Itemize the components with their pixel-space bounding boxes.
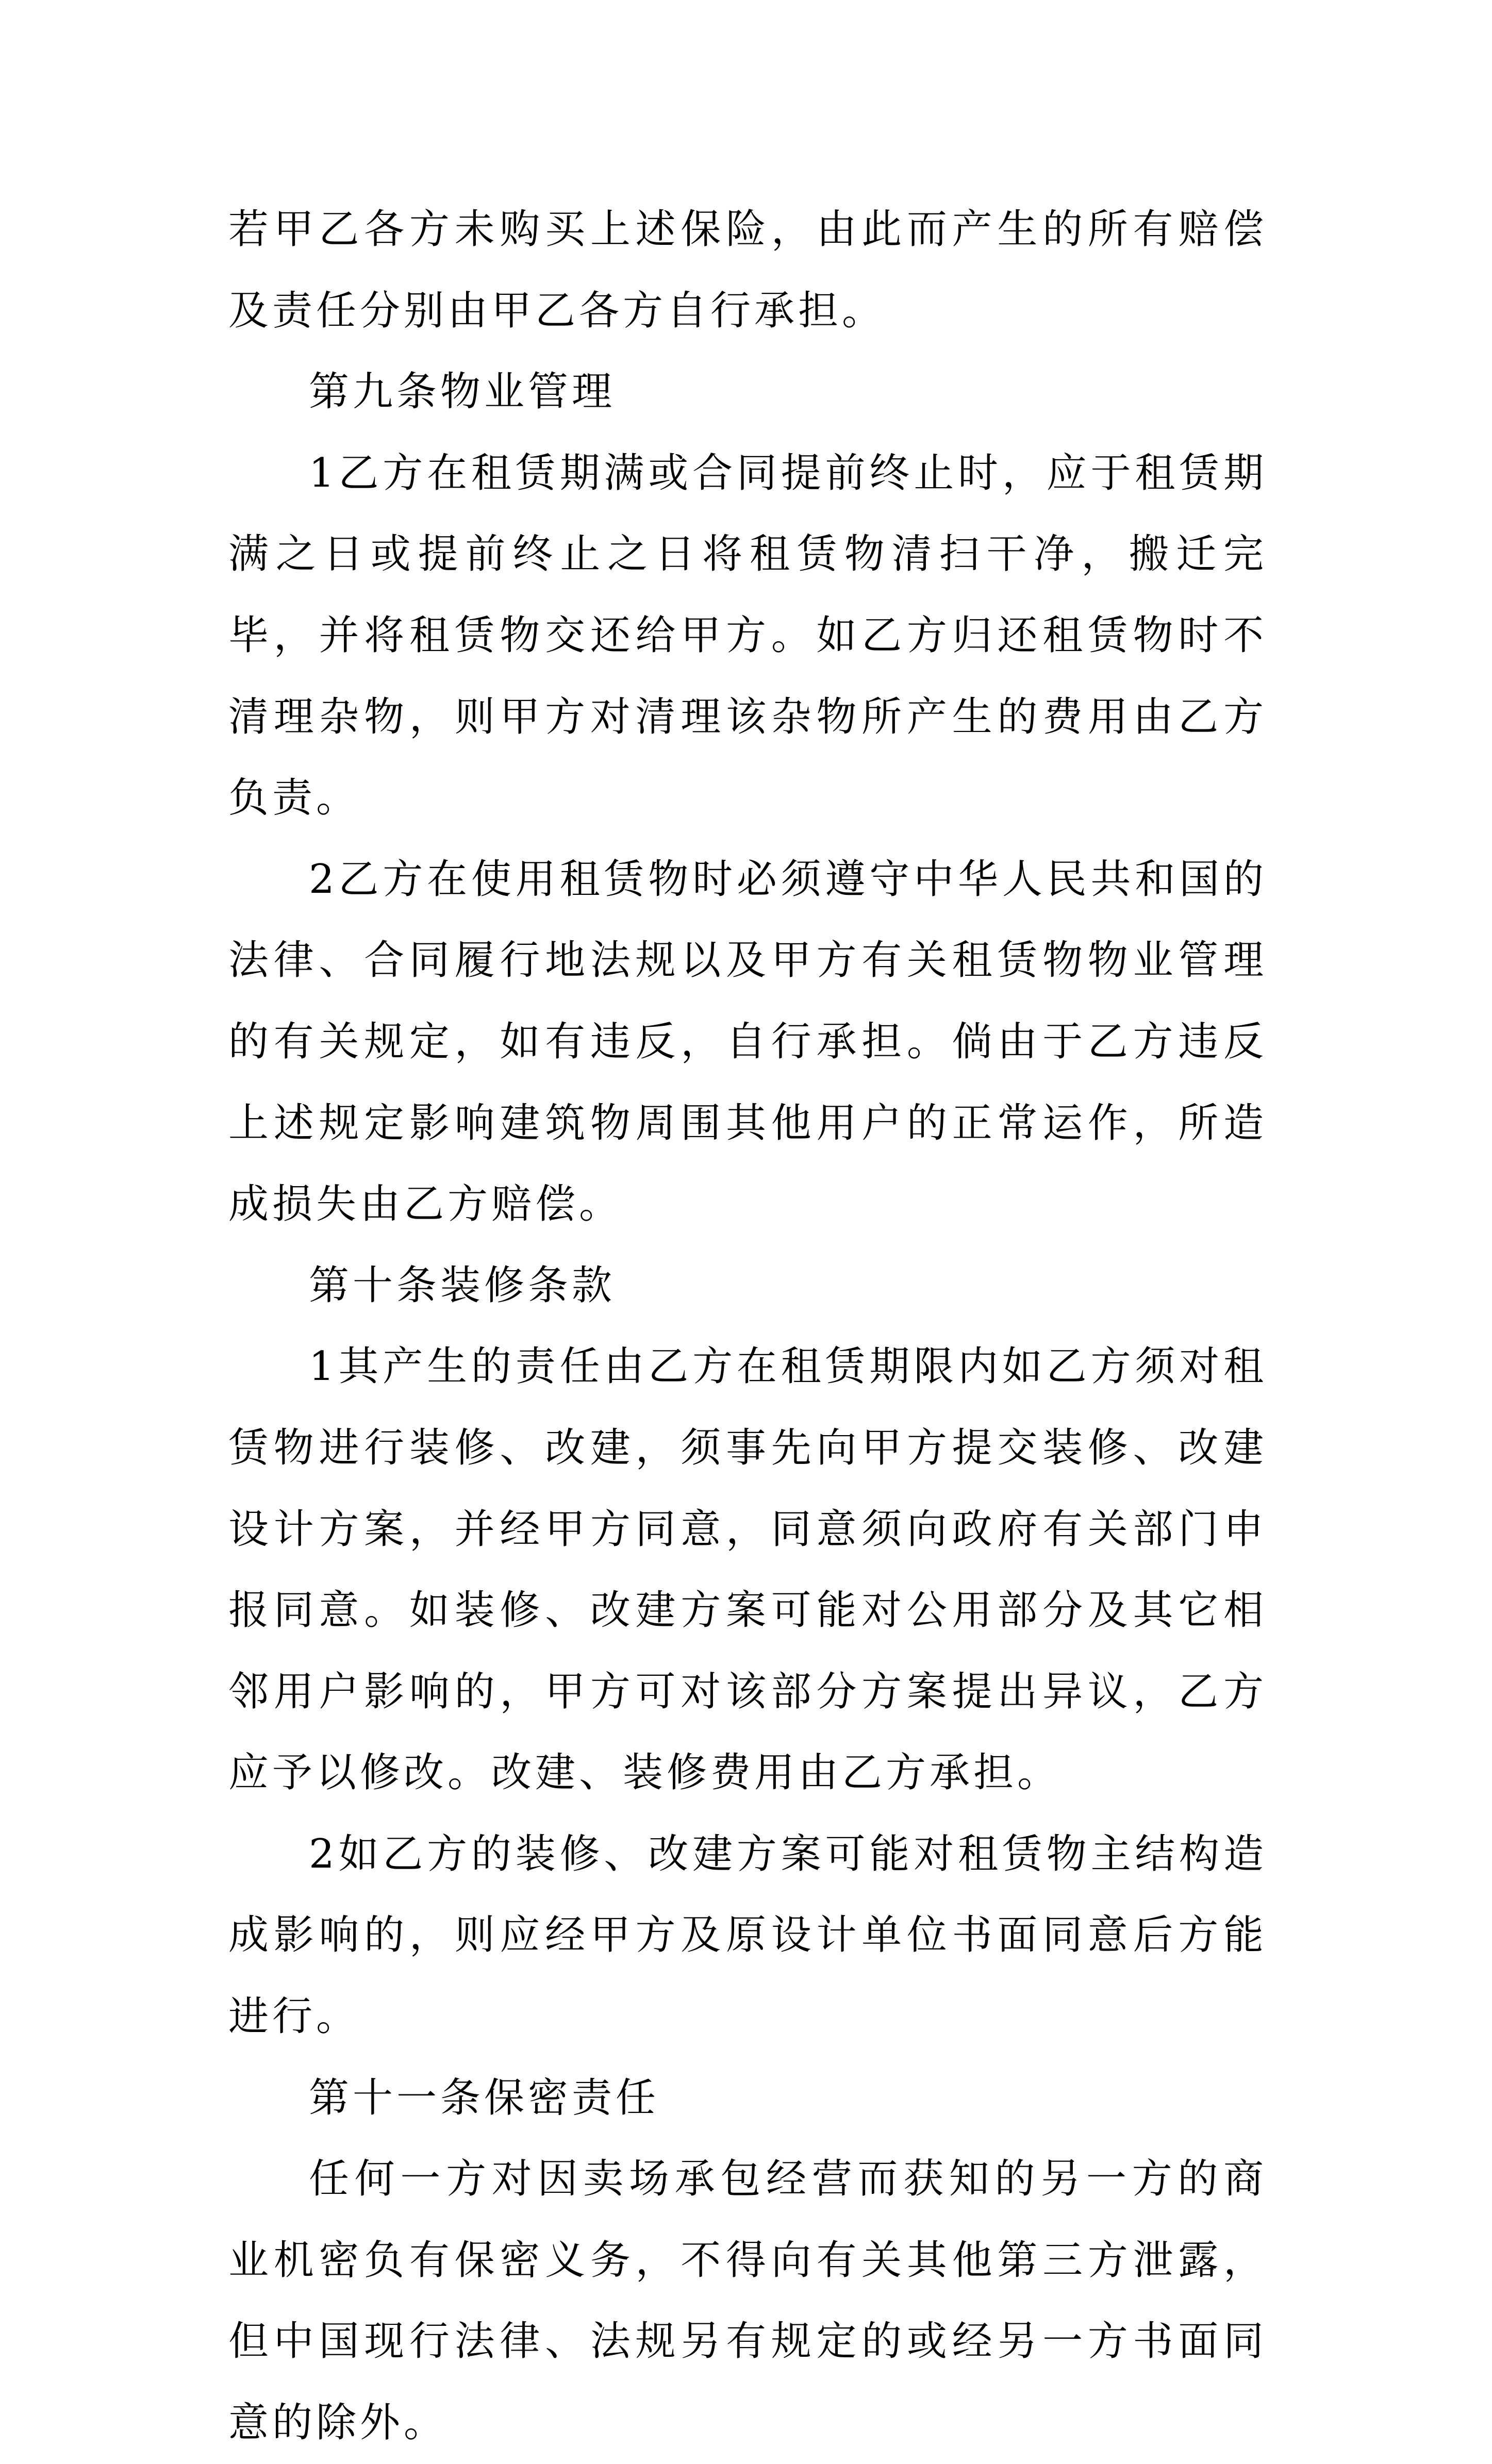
paragraph-insurance-liability: 若甲乙各方未购买上述保险，由此而产生的所有赔偿及责任分别由甲乙各方自行承担。 (228, 206, 1267, 334)
heading-article-9-property-management: 第九条物业管理 (309, 369, 616, 415)
paragraph-article-9-clause-2: 2乙方在使用租赁物时必须遵守中华人民共和国的法律、合同履行地法规以及甲方有关租赁物物业管理的有关规定，如有违反，自行承担。倘由于乙方违反上述规定影响建筑物周围其他用户的正常运作，所造成损失由乙方赔偿。 (228, 856, 1267, 1228)
paragraph-article-9-clause-1: 1乙方在租赁期满或合同提前终止时，应于租赁期满之日或提前终止之日将租赁物清扫干净，搬迁完毕，并将租赁物交还给甲方。如乙方归还租赁物时不清理杂物，则甲方对清理该杂物所产生的费用由乙方负责。 (228, 449, 1267, 822)
paragraph-article-10-clause-1: 1其产生的责任由乙方在租赁期限内如乙方须对租赁物进行装修、改建，须事先向甲方提交装修、改建设计方案，并经甲方同意，同意须向政府有关部门申报同意。如装修、改建方案可能对公用部分及其它相邻用户影响的，甲方可对该部分方案提出异议，乙方应予以修改。改建、装修费用由乙方承担。 (228, 1343, 1267, 1796)
paragraph-article-11-text: 任何一方对因卖场承包经营而获知的另一方的商业机密负有保密义务，不得向有关其他第三方泄露，但中国现行法律、法规另有规定的或经另一方书面同意的除外。 (228, 2156, 1267, 2446)
heading-article-10-renovation: 第十条装修条款 (309, 1262, 616, 1309)
paragraph-article-10-clause-2: 2如乙方的装修、改建方案可能对租赁物主结构造成影响的，则应经甲方及原设计单位书面同意后方能进行。 (228, 1830, 1267, 2040)
document-body (228, 189, 1267, 2464)
heading-article-11-confidentiality: 第十一条保密责任 (309, 2074, 660, 2121)
